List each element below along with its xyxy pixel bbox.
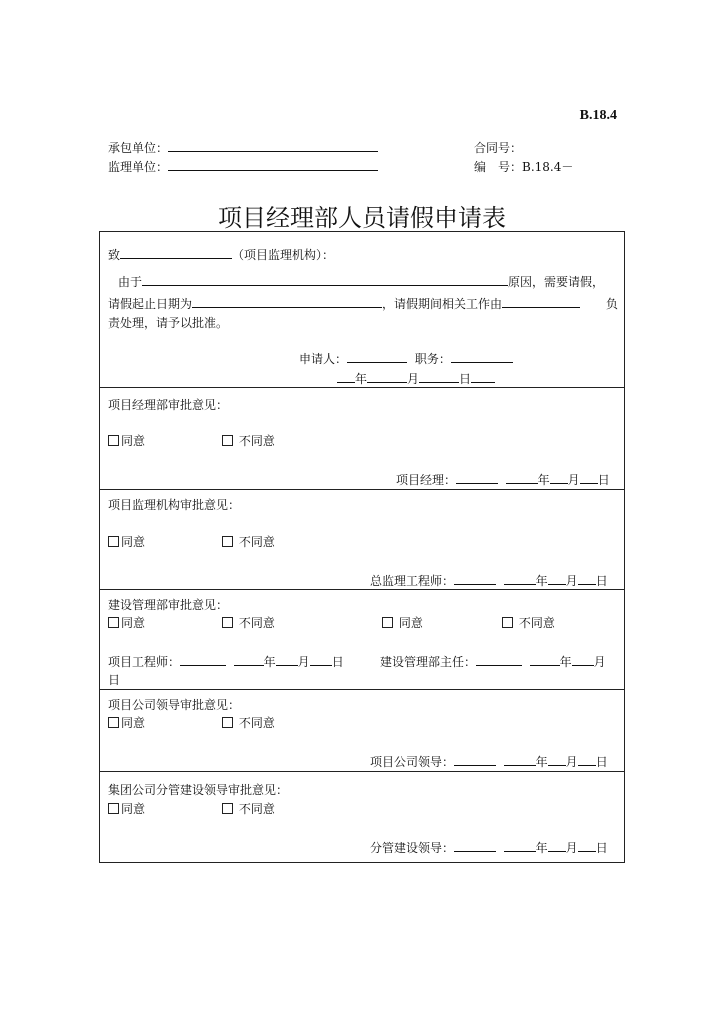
company-approval-label: 项目公司领导审批意见： xyxy=(108,698,241,712)
signature-input[interactable] xyxy=(180,654,226,666)
contractor-field xyxy=(108,139,378,156)
month-input[interactable] xyxy=(548,840,566,852)
month-unit: 月 xyxy=(565,841,578,855)
construction-dept-disagree-option[interactable] xyxy=(502,614,555,631)
day-unit: 日 xyxy=(595,755,608,769)
group-approval-label: 集团公司分管建设领导审批意见： xyxy=(108,783,289,797)
month-input[interactable] xyxy=(548,573,566,585)
divider xyxy=(99,489,625,490)
contract-no-field xyxy=(474,139,522,156)
agree-label: 同意 xyxy=(398,616,423,630)
signature-input[interactable] xyxy=(454,840,496,852)
contractor-label: 承包单位： xyxy=(108,141,169,155)
year-unit: 年 xyxy=(559,655,572,669)
signer-label: 建设管理部主任： xyxy=(380,655,477,669)
signer-label: 总监理工程师： xyxy=(370,574,455,588)
day-input[interactable] xyxy=(578,573,596,585)
disagree-label: 不同意 xyxy=(238,535,275,549)
year-unit: 年 xyxy=(535,574,548,588)
reason-prefix: 由于 xyxy=(118,275,143,289)
dates-prefix: 请假起止日期为 xyxy=(108,297,193,311)
construction-approval-label: 建设管理部审批意见： xyxy=(108,598,229,612)
pm-approval-label: 项目经理部审批意见： xyxy=(108,398,229,412)
year-unit: 年 xyxy=(355,372,368,386)
application-date xyxy=(337,370,495,387)
year-input[interactable] xyxy=(504,754,536,766)
agree-label: 同意 xyxy=(121,716,146,730)
signer-label: 项目经理： xyxy=(396,473,457,487)
contractor-input-line[interactable] xyxy=(168,140,378,152)
supervisor-label: 监理单位： xyxy=(108,160,169,174)
day-input[interactable] xyxy=(578,840,596,852)
reason-suffix: 原因，需要请假， xyxy=(508,275,605,289)
group-disagree-option[interactable] xyxy=(222,800,275,817)
day-unit: 日 xyxy=(595,574,608,588)
addressee-line xyxy=(108,246,334,263)
applicant-line xyxy=(299,350,513,367)
signer-label: 项目公司领导： xyxy=(370,755,455,769)
disagree-label: 不同意 xyxy=(238,802,275,816)
pm-signature-line xyxy=(396,471,610,488)
year-input[interactable] xyxy=(234,654,264,666)
company-disagree-option[interactable] xyxy=(222,714,275,731)
day-unit: 日 xyxy=(597,473,610,487)
month-input[interactable] xyxy=(367,371,407,383)
supervision-disagree-option[interactable] xyxy=(222,533,275,550)
month-unit: 月 xyxy=(567,473,580,487)
checkbox[interactable] xyxy=(502,617,513,628)
construction-agree-option[interactable] xyxy=(108,614,145,631)
day-unit: 日 xyxy=(459,372,472,386)
document-code: B.18.4 xyxy=(579,108,617,123)
contract-no-label: 合同号： xyxy=(474,141,523,155)
dates-suffix: 负 xyxy=(606,297,619,311)
wrapped-day-unit: 日 xyxy=(108,673,121,687)
month-input[interactable] xyxy=(276,654,298,666)
year-unit: 年 xyxy=(535,841,548,855)
supervisor-field xyxy=(108,158,378,175)
checkbox[interactable] xyxy=(222,617,233,628)
supervision-signature-line xyxy=(370,572,608,589)
agree-label: 同意 xyxy=(121,434,146,448)
pm-agree-option[interactable] xyxy=(108,432,145,449)
pm-disagree-option[interactable] xyxy=(222,432,275,449)
dates-input-line[interactable] xyxy=(192,296,382,308)
supervision-agree-option[interactable] xyxy=(108,533,145,550)
approval-request-text: 责处理，请予以批准。 xyxy=(108,316,229,330)
year-input[interactable] xyxy=(504,840,536,852)
day-input[interactable] xyxy=(310,654,332,666)
dates-line xyxy=(108,295,580,312)
divider xyxy=(99,589,625,590)
position-label: 职务： xyxy=(414,352,451,366)
serial-label: 编 号： xyxy=(474,160,523,174)
month-unit: 月 xyxy=(407,372,420,386)
to-prefix: 致 xyxy=(108,248,121,262)
day-input[interactable] xyxy=(580,472,598,484)
month-unit: 月 xyxy=(565,755,578,769)
month-unit: 月 xyxy=(593,655,606,669)
divider xyxy=(99,387,625,388)
day-unit: 日 xyxy=(595,841,608,855)
company-signature-line xyxy=(370,753,608,770)
day-unit: 日 xyxy=(331,655,344,669)
agree-label: 同意 xyxy=(121,616,146,630)
reason-input-line[interactable] xyxy=(142,274,508,286)
company-agree-option[interactable] xyxy=(108,714,145,731)
construction-dept-agree-option[interactable] xyxy=(382,614,423,631)
supervisor-input-line[interactable] xyxy=(168,159,378,171)
form-title: 项目经理部人员请假申请表 xyxy=(218,204,506,232)
checkbox[interactable] xyxy=(382,617,393,628)
construction-disagree-option[interactable] xyxy=(222,614,275,631)
month-unit: 月 xyxy=(297,655,310,669)
agree-label: 同意 xyxy=(121,535,146,549)
signer-label: 项目工程师： xyxy=(108,655,181,669)
disagree-label: 不同意 xyxy=(238,616,275,630)
serial-value: B.18.4－ xyxy=(522,160,574,174)
to-suffix: （项目监理机构）： xyxy=(232,248,335,262)
year-input[interactable] xyxy=(504,573,536,585)
applicant-input-line[interactable] xyxy=(347,351,407,363)
addressee-input-line[interactable] xyxy=(120,247,232,259)
signature-input[interactable] xyxy=(456,472,498,484)
applicant-label: 申请人： xyxy=(299,352,348,366)
disagree-label: 不同意 xyxy=(238,434,275,448)
year-unit: 年 xyxy=(263,655,276,669)
checkbox[interactable] xyxy=(222,717,233,728)
agree-label: 同意 xyxy=(121,802,146,816)
group-signature-line xyxy=(370,839,608,856)
year-input[interactable] xyxy=(506,472,538,484)
director-signature-line xyxy=(380,653,606,670)
signature-input[interactable] xyxy=(454,754,496,766)
month-input[interactable] xyxy=(572,654,594,666)
serial-field xyxy=(474,158,573,175)
day-input[interactable] xyxy=(578,754,596,766)
disagree-label: 不同意 xyxy=(238,716,275,730)
month-unit: 月 xyxy=(565,574,578,588)
position-input-line[interactable] xyxy=(451,351,513,363)
month-input[interactable] xyxy=(550,472,568,484)
signature-input[interactable] xyxy=(476,654,522,666)
checkbox[interactable] xyxy=(222,803,233,814)
day-input[interactable] xyxy=(419,371,459,383)
checkbox[interactable] xyxy=(108,617,119,628)
signature-input[interactable] xyxy=(454,573,496,585)
delegate-input-line[interactable] xyxy=(502,296,580,308)
month-input[interactable] xyxy=(548,754,566,766)
year-unit: 年 xyxy=(537,473,550,487)
checkbox[interactable] xyxy=(222,435,233,446)
year-input[interactable] xyxy=(530,654,560,666)
checkbox[interactable] xyxy=(108,717,119,728)
signer-label: 分管建设领导： xyxy=(370,841,455,855)
dates-middle: ，请假期间相关工作由 xyxy=(382,297,503,311)
supervision-approval-label: 项目监理机构审批意见： xyxy=(108,498,241,512)
checkbox[interactable] xyxy=(108,803,119,814)
year-input[interactable] xyxy=(337,371,355,383)
divider xyxy=(99,689,625,690)
divider xyxy=(99,771,625,772)
year-unit: 年 xyxy=(535,755,548,769)
checkbox[interactable] xyxy=(222,536,233,547)
checkbox[interactable] xyxy=(108,536,119,547)
day-trailing-line[interactable] xyxy=(471,371,495,383)
disagree-label: 不同意 xyxy=(518,616,555,630)
checkbox[interactable] xyxy=(108,435,119,446)
group-agree-option[interactable] xyxy=(108,800,145,817)
reason-line xyxy=(118,273,604,290)
engineer-signature-line xyxy=(108,653,344,670)
